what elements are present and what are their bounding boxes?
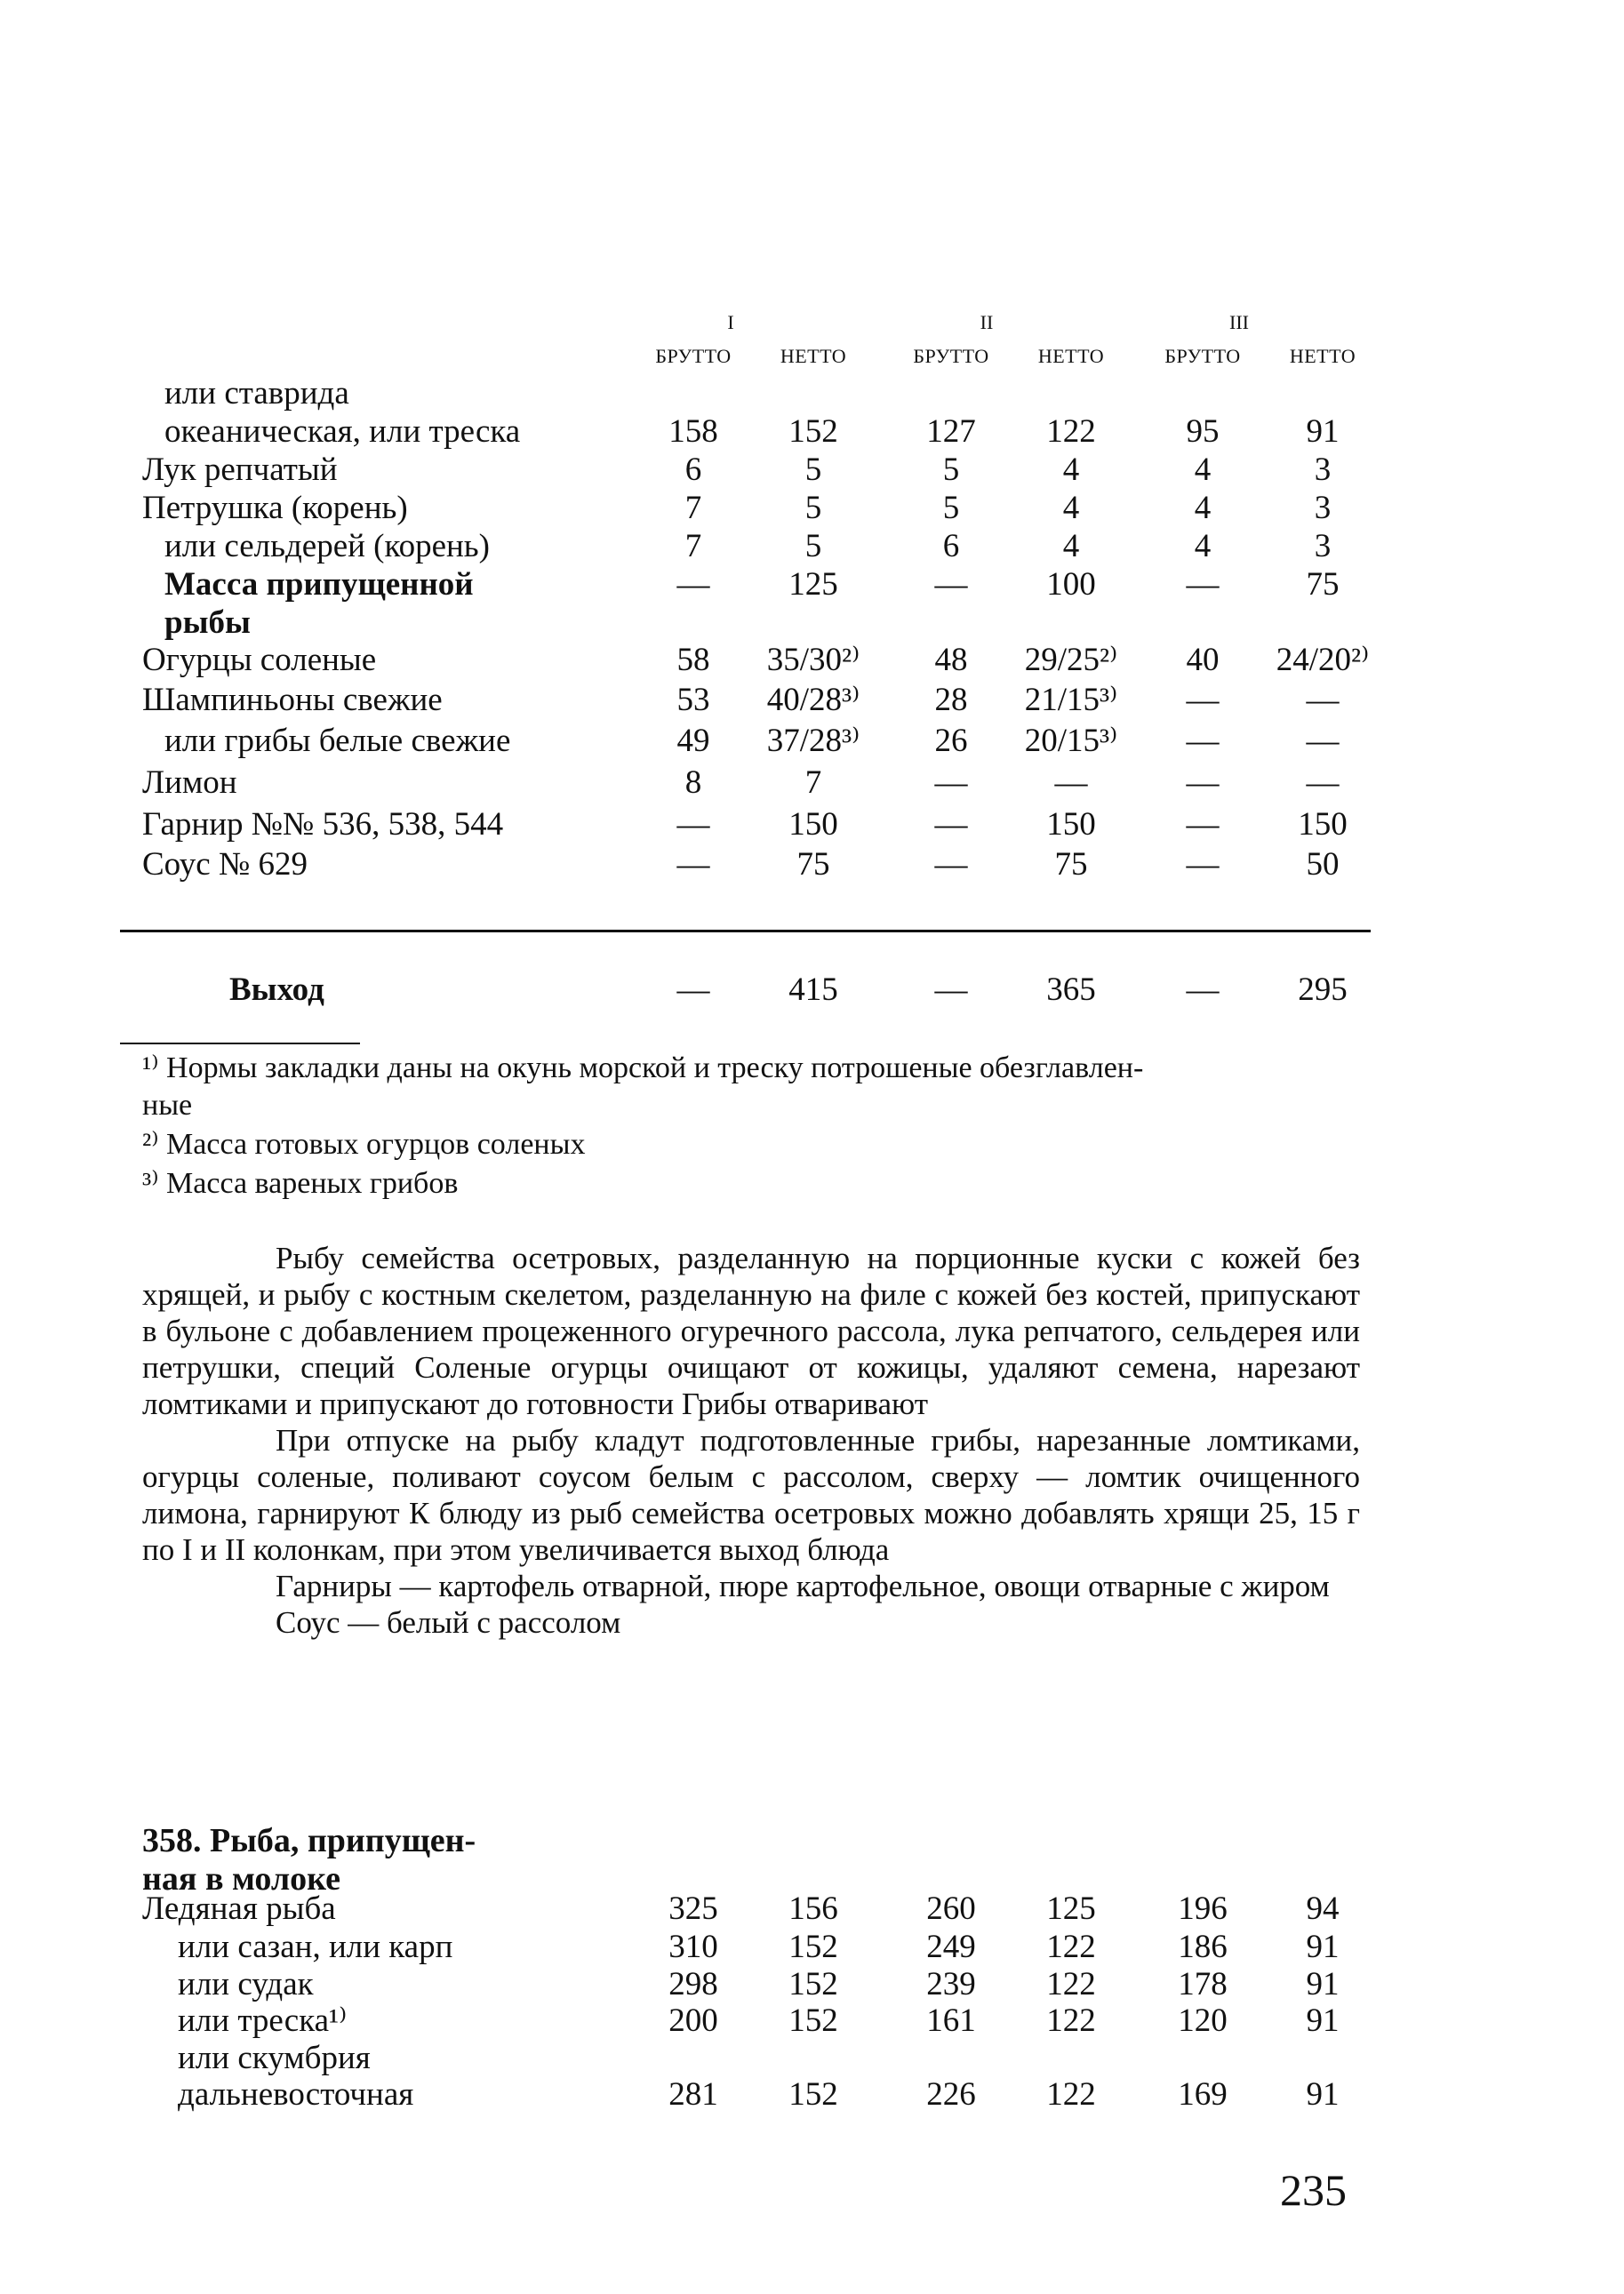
table-cell: 122 xyxy=(1046,413,1096,450)
table-cell: 91 xyxy=(1306,1929,1340,1965)
table-cell: 21/15³⁾ xyxy=(1024,682,1118,718)
ingredient-name: или треска¹⁾ xyxy=(178,2002,348,2039)
table-cell: 152 xyxy=(788,1966,838,2002)
table-cell: — xyxy=(1306,682,1340,718)
output-label: Выход xyxy=(229,971,324,1008)
table-cell: 35/30²⁾ xyxy=(766,642,860,678)
ingredient-name: или ставрида xyxy=(164,375,349,412)
table-cell: 125 xyxy=(788,566,838,603)
table-cell: 122 xyxy=(1046,1929,1096,1965)
ingredient-name: Шампиньоны свежие xyxy=(142,682,443,718)
table-cell: 125 xyxy=(1046,1890,1096,1927)
table-cell: 49 xyxy=(676,723,710,759)
table-cell: 4 xyxy=(1062,452,1080,488)
column-header: НЕТТО xyxy=(780,345,847,367)
table-cell: — xyxy=(1186,846,1220,883)
table-cell: 58 xyxy=(676,642,710,678)
table-cell: 156 xyxy=(788,1890,838,1927)
table-cell: — xyxy=(934,566,968,603)
table-cell: 3 xyxy=(1314,490,1332,526)
table-cell: 75 xyxy=(1054,846,1088,883)
table-cell: 122 xyxy=(1046,2076,1096,2113)
dish-title-line-2: ная в молоке xyxy=(142,1860,340,1898)
table-cell: — xyxy=(676,806,710,843)
table-cell: 7 xyxy=(684,528,702,564)
output-cell: 295 xyxy=(1298,971,1348,1008)
table-cell: 239 xyxy=(926,1966,976,2002)
table-cell: 8 xyxy=(684,764,702,801)
table-cell: — xyxy=(934,846,968,883)
table-cell: 152 xyxy=(788,2076,838,2113)
ingredient-name: Лимон xyxy=(142,764,237,801)
ingredient-name: Соус № 629 xyxy=(142,846,308,883)
table-cell: 53 xyxy=(676,682,710,718)
ingredient-name: Лук репчатый xyxy=(142,452,338,488)
table-cell: 249 xyxy=(926,1929,976,1965)
table-cell: 325 xyxy=(668,1890,718,1927)
ingredient-name: или сазан, или карп xyxy=(178,1929,453,1965)
table-cell: 5 xyxy=(804,452,822,488)
table-cell: 94 xyxy=(1306,1890,1340,1927)
table-cell: 7 xyxy=(804,764,822,801)
table-cell: — xyxy=(676,846,710,883)
column-group-label: I xyxy=(727,311,734,333)
table-cell: 152 xyxy=(788,2002,838,2039)
table-cell: 200 xyxy=(668,2002,718,2039)
output-cell: 365 xyxy=(1046,971,1096,1008)
table-cell: 281 xyxy=(668,2076,718,2113)
table-cell: 3 xyxy=(1314,452,1332,488)
table-cell: — xyxy=(676,566,710,603)
table-cell: 50 xyxy=(1306,846,1340,883)
table-cell: 158 xyxy=(668,413,718,450)
table-cell: 20/15³⁾ xyxy=(1024,723,1118,759)
table-cell: 4 xyxy=(1194,528,1212,564)
table-cell: 91 xyxy=(1306,1966,1340,2002)
table-cell: 260 xyxy=(926,1890,976,1927)
table-cell: 91 xyxy=(1306,2002,1340,2039)
table-cell: 4 xyxy=(1194,490,1212,526)
paragraph-preparation: Рыбу семейства осетровых, разделанную на порционные куски с кожей без хрящей, и рыбу с костным скелетом, разделанную на филе с кожей без костей, припускают в бульоне с добавлением процеженного огуречного рассола, лука репчатого, сельдерея или петрушки, специй Соленые огурцы очищают от кожицы, удаляют семена, нарезают ломтиками и припускают до готовности Грибы отваривают xyxy=(142,1241,1360,1421)
table-cell: 150 xyxy=(1298,806,1348,843)
table-cell: 75 xyxy=(1306,566,1340,603)
table-cell: 7 xyxy=(684,490,702,526)
ingredient-name: дальневосточная xyxy=(178,2076,414,2113)
table-cell: 24/20²⁾ xyxy=(1276,642,1370,678)
table-cell: 196 xyxy=(1178,1890,1228,1927)
column-header: БРУТТО xyxy=(655,345,732,367)
table-cell: — xyxy=(1306,723,1340,759)
table-cell: — xyxy=(1306,764,1340,801)
table-cell: 6 xyxy=(942,528,960,564)
table-cell: 169 xyxy=(1178,2076,1228,2113)
table-cell: — xyxy=(1186,566,1220,603)
table-cell: 152 xyxy=(788,1929,838,1965)
output-cell: — xyxy=(1186,971,1220,1008)
table-cell: 298 xyxy=(668,1966,718,2002)
paragraph-garnish: Гарниры — картофель отварной, пюре картофельное, овощи отварные с жиром xyxy=(276,1569,1330,1603)
output-cell: — xyxy=(934,971,968,1008)
table-cell: 95 xyxy=(1186,413,1220,450)
table-cell: 37/28³⁾ xyxy=(766,723,860,759)
dish-title xyxy=(142,1822,476,1898)
table-cell: 75 xyxy=(796,846,830,883)
table-cell: 40/28³⁾ xyxy=(766,682,860,718)
table-cell: 91 xyxy=(1306,2076,1340,2113)
table-cell: 91 xyxy=(1306,413,1340,450)
footnote-1: ¹⁾ Нормы закладки даны на окунь морской и треску потрошеные обезглавлен- xyxy=(142,1051,1144,1084)
table-cell: — xyxy=(1186,723,1220,759)
table-cell: 26 xyxy=(934,723,968,759)
ingredient-name: Огурцы соленые xyxy=(142,642,377,678)
paragraph-sauce: Соус — белый с рассолом xyxy=(276,1605,621,1640)
table-cell: 3 xyxy=(1314,528,1332,564)
table-cell: 5 xyxy=(942,490,960,526)
table-cell: 226 xyxy=(926,2076,976,2113)
table-cell: 4 xyxy=(1194,452,1212,488)
table-cell: 310 xyxy=(668,1929,718,1965)
footnote-1-cont: ные xyxy=(142,1089,193,1122)
ingredient-name: или грибы белые свежие xyxy=(164,723,511,759)
table-cell: 161 xyxy=(926,2002,976,2039)
table-cell: 6 xyxy=(684,452,702,488)
column-group-label: III xyxy=(1229,311,1249,333)
table-cell: 28 xyxy=(934,682,968,718)
table-cell: 4 xyxy=(1062,490,1080,526)
table-cell: 40 xyxy=(1186,642,1220,678)
recipe-text xyxy=(142,1240,1360,1641)
footnote-separator xyxy=(120,1043,360,1044)
column-header: НЕТТО xyxy=(1037,345,1105,367)
table-cell: — xyxy=(1186,806,1220,843)
table-cell: 127 xyxy=(926,413,976,450)
table-cell: 150 xyxy=(788,806,838,843)
dish-title-line-1: 358. Рыба, припущен- xyxy=(142,1822,476,1859)
table-cell: 5 xyxy=(804,490,822,526)
table-cell: — xyxy=(1054,764,1088,801)
table-bottom-rule xyxy=(120,930,1371,932)
table-cell: 122 xyxy=(1046,2002,1096,2039)
table-cell: — xyxy=(934,764,968,801)
table-cell: 152 xyxy=(788,413,838,450)
ingredient-name: Гарнир №№ 536, 538, 544 xyxy=(142,806,504,843)
table-cell: 5 xyxy=(804,528,822,564)
table-cell: 48 xyxy=(934,642,968,678)
ingredient-name: Ледяная рыба xyxy=(142,1890,336,1927)
table-cell: — xyxy=(1186,764,1220,801)
table-cell: 150 xyxy=(1046,806,1096,843)
paragraph-serving: При отпуске на рыбу кладут подготовленные грибы, нарезанные ломтиками, огурцы соленые, поливают соусом белым с рассолом, сверху — ломтик очищенного лимона, гарнируют К блюду из рыб семейства осетровых можно добавлять хрящи 25, 15 г по I и II колонкам, при этом увеличивается выход блюда xyxy=(142,1423,1360,1567)
column-header: БРУТТО xyxy=(1164,345,1241,367)
column-header: БРУТТО xyxy=(913,345,989,367)
table-cell: 5 xyxy=(942,452,960,488)
table-cell: 120 xyxy=(1178,2002,1228,2039)
table-cell: 178 xyxy=(1178,1966,1228,2002)
output-cell: 415 xyxy=(788,971,838,1008)
ingredient-name: или скумбрия xyxy=(178,2040,371,2076)
ingredient-name: или сельдерей (корень) xyxy=(164,528,491,564)
table-cell: — xyxy=(1186,682,1220,718)
table-cell: 4 xyxy=(1062,528,1080,564)
footnote-2: ²⁾ Масса готовых огурцов соленых xyxy=(142,1128,586,1161)
table-cell: 29/25²⁾ xyxy=(1024,642,1118,678)
page-number: 235 xyxy=(1280,2165,1347,2215)
ingredient-name: Петрушка (корень) xyxy=(142,490,408,526)
footnote-3: ³⁾ Масса вареных грибов xyxy=(142,1167,459,1200)
ingredient-name: океаническая, или треска xyxy=(164,413,521,450)
ingredient-name: Масса припущенной xyxy=(164,566,474,603)
table-cell: 122 xyxy=(1046,1966,1096,2002)
table-cell: 100 xyxy=(1046,566,1096,603)
column-header: НЕТТО xyxy=(1289,345,1356,367)
column-group-label: II xyxy=(980,311,994,333)
ingredient-name: рыбы xyxy=(164,604,251,641)
output-cell: — xyxy=(676,971,710,1008)
ingredient-name: или судак xyxy=(178,1966,314,2002)
table-cell: — xyxy=(934,806,968,843)
table-cell: 186 xyxy=(1178,1929,1228,1965)
